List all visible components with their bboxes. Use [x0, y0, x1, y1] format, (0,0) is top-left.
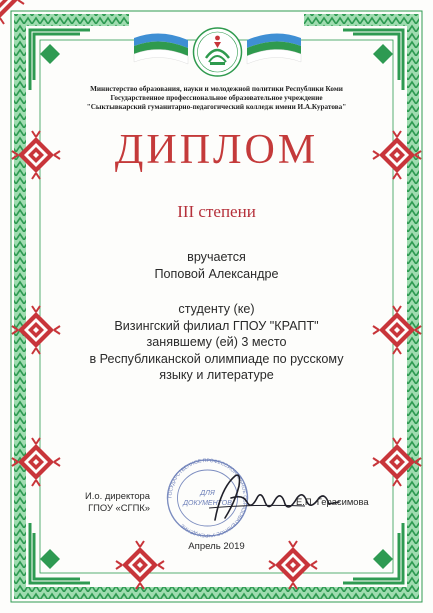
diploma-title: ДИПЛОМ: [114, 127, 319, 173]
top-right-band: [304, 14, 419, 26]
bottom-band: [14, 587, 419, 599]
recipient-name: Поповой Александре: [154, 267, 279, 281]
achievement-line: Визингский филиал ГПОУ "КРАПТ": [114, 318, 319, 333]
diploma-degree: III степени: [177, 202, 256, 221]
right-band: [407, 14, 419, 599]
institution-name-line: "Сыктывкарский гуманитарно-педагогический колледж имени И.А.Куратова": [86, 103, 347, 111]
achievement-line: студенту (ке): [178, 302, 255, 316]
awarded-label: вручается: [187, 250, 246, 264]
achievement-text: [70, 301, 363, 384]
achievement-line: языку и литературе: [159, 368, 274, 382]
signatory-position: [78, 490, 150, 514]
ministry-line: Министерство образования, науки и молодежной политики Республики Коми: [90, 85, 343, 93]
header-emblem: [130, 22, 305, 84]
signatory-position-line: И.о. директора: [85, 490, 150, 501]
stamp-ring-text: ГОСУДАРСТВЕННОЕ ПРОФЕССИОНАЛЬНОЕ ОБРАЗОВАТЕЛЬНОЕ УЧРЕЖДЕНИЕ: [167, 457, 248, 539]
institution-header: [70, 85, 363, 112]
achievement-line: занявшему (ей) 3 место: [146, 335, 287, 349]
signatory-name: Е.П. Герасимова: [296, 496, 369, 507]
institution-type-line: Государственное профессиональное образовательное учреждение: [110, 94, 323, 102]
achievement-line: в Республиканской олимпиаде по русскому: [89, 351, 344, 366]
stamp-center-text: ДОКУМЕНТОВ: [183, 500, 232, 507]
issue-date: Апрель 2019: [188, 541, 245, 552]
stamp-center-text: ДЛЯ: [200, 490, 215, 497]
left-band: [14, 14, 26, 599]
signatory-position-line: ГПОУ «СГПК»: [88, 502, 150, 513]
top-left-band: [14, 14, 129, 26]
komi-republic-flag-icon: [130, 22, 305, 84]
college-emblem-icon: [194, 28, 242, 76]
